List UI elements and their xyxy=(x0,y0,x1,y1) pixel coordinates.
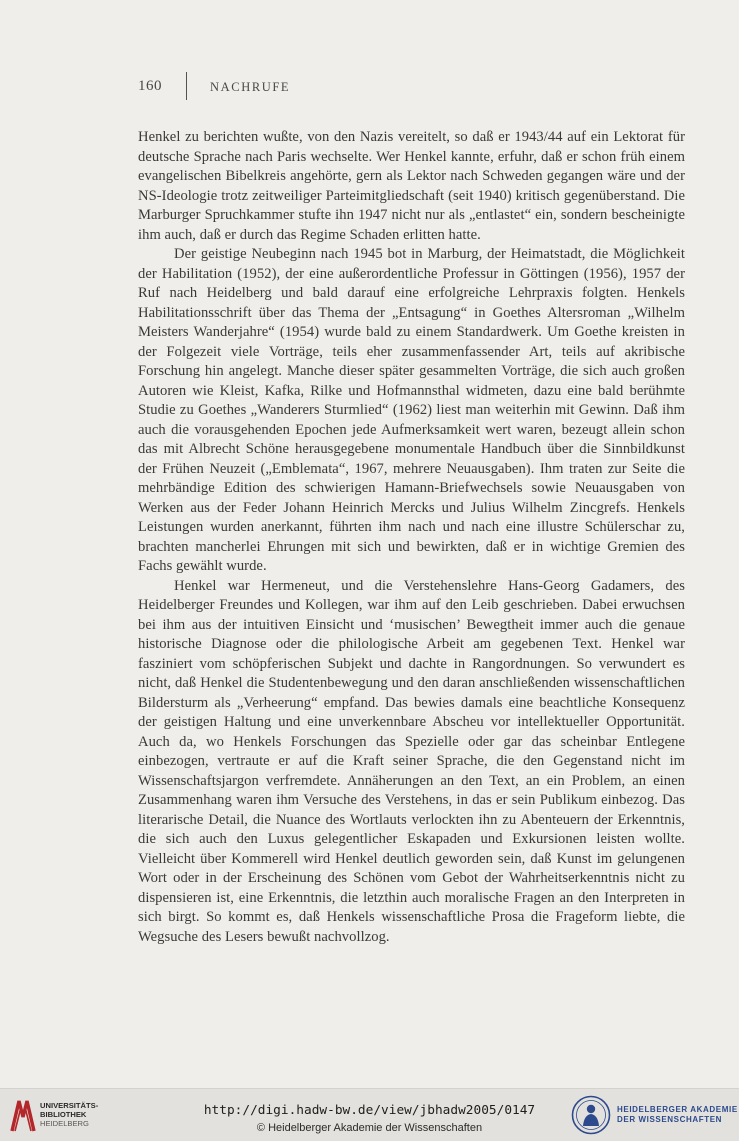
page-number: 160 xyxy=(138,78,162,94)
paragraph-2: Der geistige Neubeginn nach 1945 bot in Marburg, der Heimatstadt, die Möglichkeit der Habilitation (1952), der eine außerordentliche Professur in Göttingen (1956), 1957 der Ruf nach Heidelberg und bald darauf eine erfolgreiche Lehrpraxis folgten. Henkels Habilitationsschrift über das Thema der „Entsagung“ in Goethes Altersroman „Wilhelm Meisters Wanderjahre“ (1954) wurde bald zu einem Standardwerk. Um Goethe kreisten in der Folgezeit viele Vorträge, teils eher zusammenfassender Art, teils auf akribische Forschung hin angelegt. Manche dieser später gesammelten Vorträge, die sich auch großen Autoren wie Kleist, Kafka, Rilke und Hofmannsthal widmeten, dazu eine bald berühmte Studie zu Goethes „Wanderers Sturmlied“ (1962) liest man weiterhin mit Gewinn. Daß ihm auch die vorausgehenden Epochen jede Aufmerksamkeit wert waren, bezeugt allein schon das mit Albrecht Schöne herausgegebene monumentale Handbuch über die Sinnbildkunst der Frühen Neuzeit („Emblemata“, 1967, mehrere Neuausgaben). Ihm traten zur Seite die mehrbändige Edition des schwierigen Hamann-Briefwechsels sowie Neuausgaben von Werken aus der Feder Johann Heinrich Mercks und Julius Wilhelm Zincgrefs. Henkels Leistungen wurden anerkannt, führten ihm nach und nach eine illustre Schülerschar zu, brachten mancherlei Ehrungen mit sich und bewirkten, daß er in wichtige Gremien des Fachs gewählt wurde. xyxy=(138,246,685,574)
academy-name-line1: HEIDELBERGER AKADEMIE xyxy=(617,1105,738,1114)
academy-name xyxy=(617,1105,738,1125)
section-title: NACHRUFE xyxy=(210,80,291,94)
academy-seal-icon xyxy=(571,1095,611,1135)
copyright-notice: © Heidelberger Akademie der Wissenschaften xyxy=(256,1122,483,1134)
library-name-line2: BIBLIOTHEK xyxy=(40,1110,87,1119)
digitization-footer xyxy=(0,1088,739,1141)
library-name-line1: UNIVERSITÄTS- xyxy=(40,1101,99,1110)
paragraph-1: Henkel zu berichten wußte, von den Nazis vereitelt, so daß er 1943/44 auf ein Lektorat für deutsche Sprache nach Paris wechselte. Wer Henkel kannte, erfuhr, daß er schon früh einem evangelischen Bibelkreis angehörte, gern als Lektor nach Schweden gegangen wäre und der NS-Ideologie trotz zeitweiliger Parteimitgliedschaft (seit 1940) kritisch gegenüberstand. Die Marburger Spruchkammer stufte ihn 1947 nicht nur als „entlastet“ ein, sondern bescheinigte ihm auch, daß er durch das Regime Schaden erlitten hatte. xyxy=(138,129,685,243)
body-text xyxy=(138,128,685,947)
academy-name-line2: DER WISSENSCHAFTEN xyxy=(617,1115,723,1124)
running-head xyxy=(138,78,698,102)
permalink-url[interactable]: http://digi.hadw-bw.de/view/jbhadw2005/0147 xyxy=(203,1103,536,1118)
library-city: HEIDELBERG xyxy=(40,1119,89,1128)
header-divider xyxy=(186,72,187,100)
paragraph-3: Henkel war Hermeneut, und die Verstehenslehre Hans-Georg Gadamers, des Heidelberger Freundes und Kollegen, war ihm auf den Leib geschrieben. Dabei erwuchsen bei ihm aus der intuitiven Einsicht und ‘musischen’ Bewegtheit immer auch die genaue historische Diagnose oder die philologische Arbeit am gegebenen Text. Henkel war fasziniert vom schöpferischen Subjekt und dachte in Rangordnungen. So verwundert es nicht, daß Henkel die Studentenbewegung und den daran anschließenden wissenschaftlichen Bildersturm als „Verheerung“ empfand. Das bewies damals eine beachtliche Konsequenz der geistigen Haltung und eine unverkennbare Abscheu vor intellektueller Opportunität. Auch da, wo Henkels Forschungen das Spezielle oder gar das scheinbar Entlegene einbezogen, vertraute er auf die Kraft seiner Sprache, die den Gegenstand nicht im Wissenschaftsjargon verfremdete. Annäherungen an den Text, an ein Problem, an einen Zusammenhang waren ihm Versuche des Verstehens, in das er sein Publikum einbezog. Das literarische Detail, die Nuance des Wortlauts verlockten ihn zu Abenteuern der Erkenntnis, die sich auch den Luxus gelegentlicher Eskapaden und Exkursionen leisten wollte. Vielleicht über Kommerell wird Henkel deutlich geworden sein, daß Kunst im gelungenen Wort oder in der Erscheinung des Schönen vom Gebot der Wahrheitserkenntnis nicht zu dispensieren ist, eine Erkenntnis, die letzthin auch moralische Fragen an den Interpreten in sich birgt. So kommt es, daß Henkels wissenschaftliche Prosa die Frageform liebte, die Wegsuche des Lesers bewußt nachvollzog. xyxy=(138,577,685,945)
